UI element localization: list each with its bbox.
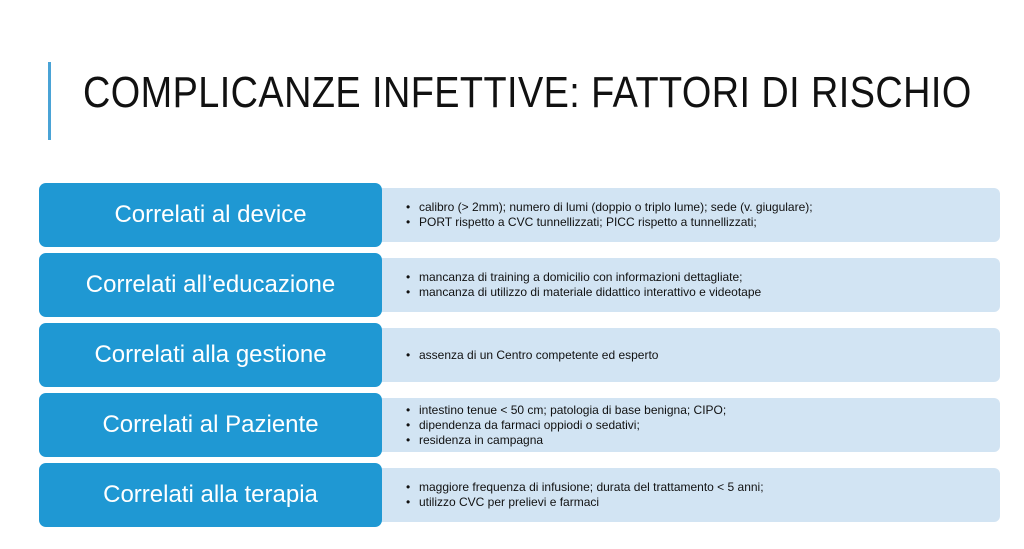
detail-item: • intestino tenue < 50 cm; patologia di base benigna; CIPO; <box>406 403 1000 418</box>
detail-item: • utilizzo CVC per prelievi e farmaci <box>406 495 1000 510</box>
detail-item: • mancanza di utilizzo di materiale didattico interattivo e videotape <box>406 285 1000 300</box>
detail-item: • PORT rispetto a CVC tunnellizzati; PICC rispetto a tunnellizzati; <box>406 215 1000 230</box>
row-details <box>376 398 1000 452</box>
detail-item: • assenza di un Centro competente ed esperto <box>406 348 1000 363</box>
detail-item: • calibro (> 2mm); numero di lumi (doppio o triplo lume); sede (v. giugulare); <box>406 200 1000 215</box>
row-details <box>376 188 1000 242</box>
detail-item: • mancanza di training a domicilio con informazioni dettagliate; <box>406 270 1000 285</box>
row-details <box>376 328 1000 382</box>
detail-item: • residenza in campagna <box>406 433 1000 448</box>
row-label: Correlati al device <box>39 183 382 247</box>
detail-item: • dipendenza da farmaci oppiodi o sedativi; <box>406 418 1000 433</box>
slide-title: COMPLICANZE INFETTIVE: FATTORI DI RISCHIO <box>83 68 972 117</box>
row-label: Correlati alla gestione <box>39 323 382 387</box>
row-label: Correlati al Paziente <box>39 393 382 457</box>
title-accent-bar <box>48 62 51 140</box>
row-label: Correlati alla terapia <box>39 463 382 527</box>
row-details <box>376 468 1000 522</box>
detail-item: • maggiore frequenza di infusione; durata del trattamento < 5 anni; <box>406 480 1000 495</box>
row-details <box>376 258 1000 312</box>
row-label: Correlati all’educazione <box>39 253 382 317</box>
